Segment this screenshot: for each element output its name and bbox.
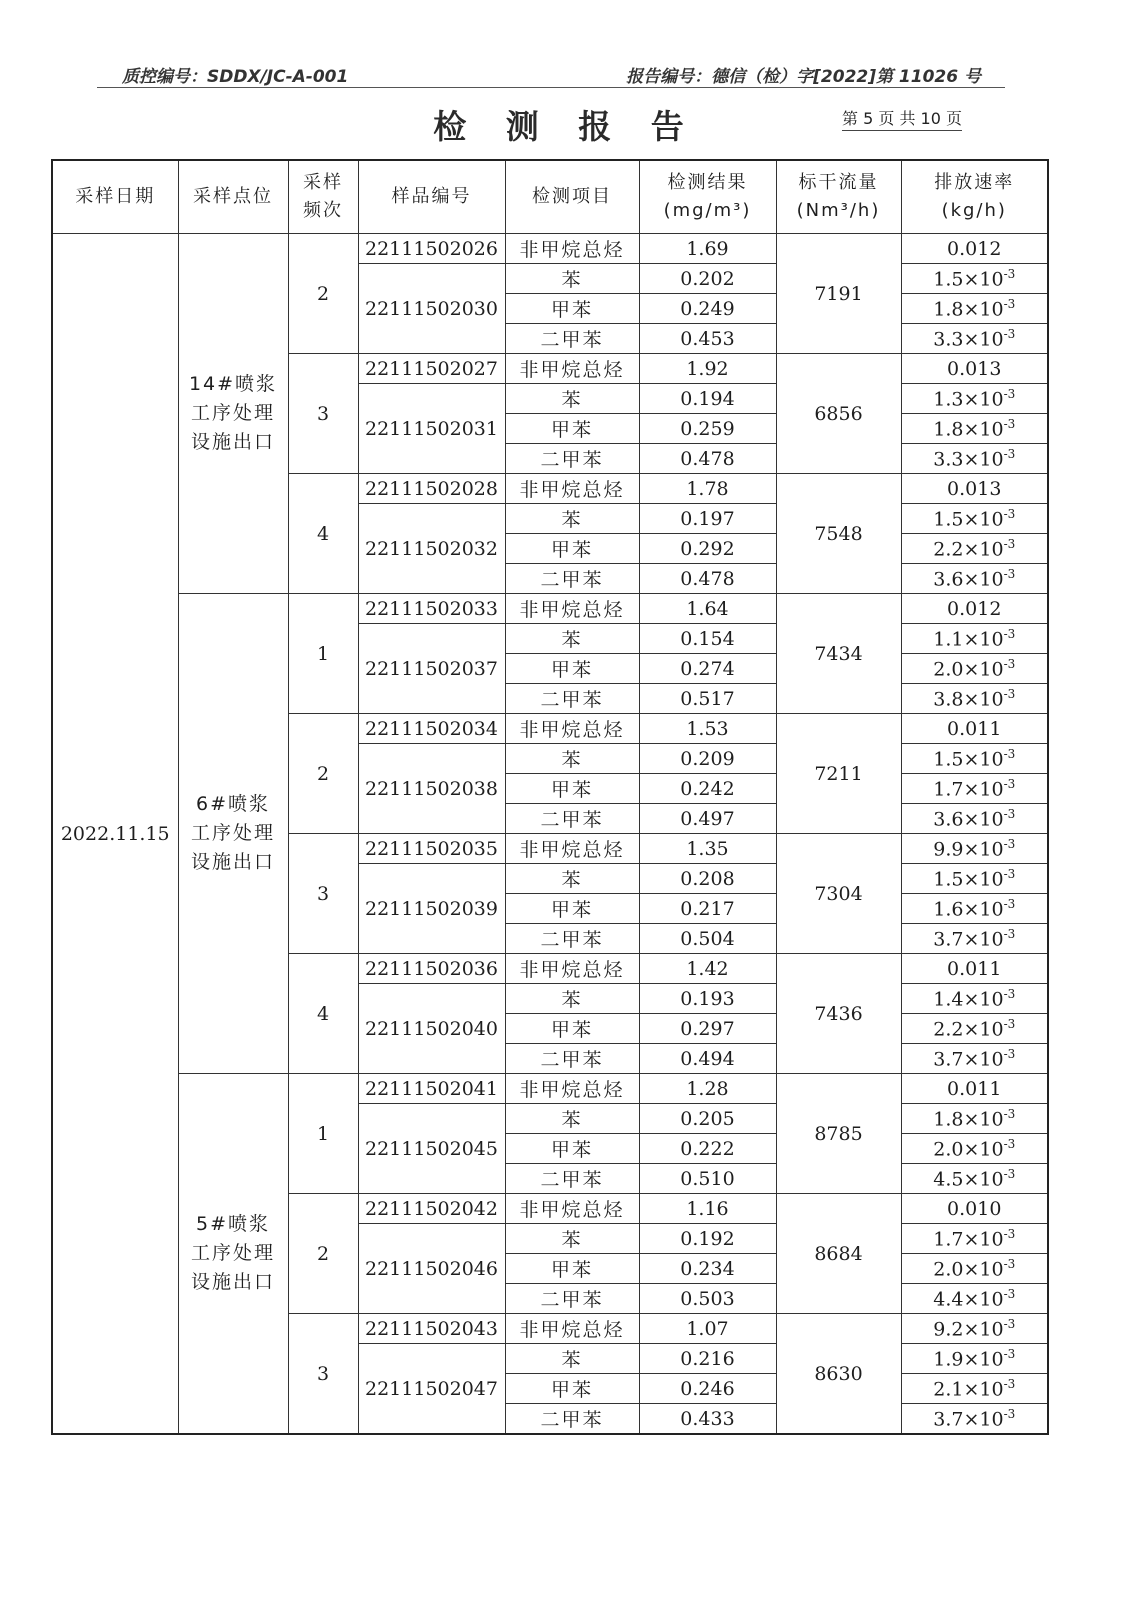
- sample-id: 22111502026: [358, 234, 505, 264]
- emission-rate: 0.013: [901, 354, 1048, 384]
- sample-id: 22111502040: [358, 984, 505, 1074]
- emission-rate: $3.6\times 10^{-3}$: [901, 804, 1048, 834]
- test-item: 二甲苯: [505, 684, 639, 714]
- test-result: 0.246: [639, 1374, 776, 1404]
- test-result: 0.249: [639, 294, 776, 324]
- test-item: 甲苯: [505, 1374, 639, 1404]
- sampling-frequency: 3: [288, 1314, 358, 1435]
- sample-id: 22111502035: [358, 834, 505, 864]
- emission-rate: $2.2\times 10^{-3}$: [901, 1014, 1048, 1044]
- test-result: 0.517: [639, 684, 776, 714]
- sample-id: 22111502032: [358, 504, 505, 594]
- test-result: 0.503: [639, 1284, 776, 1314]
- test-result: 0.208: [639, 864, 776, 894]
- test-result: 1.35: [639, 834, 776, 864]
- table-body: [52, 234, 1048, 1435]
- test-item: 苯: [505, 504, 639, 534]
- emission-rate: $9.2\times 10^{-3}$: [901, 1314, 1048, 1344]
- test-result: 0.242: [639, 774, 776, 804]
- test-result: 1.78: [639, 474, 776, 504]
- test-result: 0.209: [639, 744, 776, 774]
- test-result: 0.202: [639, 264, 776, 294]
- standard-flow: 6856: [776, 354, 901, 474]
- col-header: 采样 频次: [288, 160, 358, 234]
- test-item: 非甲烷总烃: [505, 1074, 639, 1104]
- sample-id: 22111502046: [358, 1224, 505, 1314]
- test-result: 0.504: [639, 924, 776, 954]
- sample-id: 22111502027: [358, 354, 505, 384]
- test-result: 0.433: [639, 1404, 776, 1435]
- emission-rate: $1.9\times 10^{-3}$: [901, 1344, 1048, 1374]
- emission-rate: $1.1\times 10^{-3}$: [901, 624, 1048, 654]
- sample-id: 22111502039: [358, 864, 505, 954]
- test-result: 0.197: [639, 504, 776, 534]
- emission-rate: $1.3\times 10^{-3}$: [901, 384, 1048, 414]
- test-item: 苯: [505, 264, 639, 294]
- emission-rate: $1.5\times 10^{-3}$: [901, 504, 1048, 534]
- test-result: 0.478: [639, 444, 776, 474]
- sample-id: 22111502043: [358, 1314, 505, 1344]
- qc-code: 质控编号：SDDX/JC-A-001: [122, 67, 349, 87]
- test-item: 甲苯: [505, 654, 639, 684]
- emission-rate: $1.7\times 10^{-3}$: [901, 1224, 1048, 1254]
- sample-id: 22111502045: [358, 1104, 505, 1194]
- sample-id: 22111502033: [358, 594, 505, 624]
- test-result: 0.274: [639, 654, 776, 684]
- standard-flow: 8785: [776, 1074, 901, 1194]
- test-result: 0.497: [639, 804, 776, 834]
- emission-rate: 0.012: [901, 594, 1048, 624]
- emission-rate: $2.1\times 10^{-3}$: [901, 1374, 1048, 1404]
- test-result: 1.16: [639, 1194, 776, 1224]
- standard-flow: 7548: [776, 474, 901, 594]
- test-item: 苯: [505, 864, 639, 894]
- sampling-location: 14#喷浆 工序处理 设施出口: [178, 234, 288, 594]
- test-result: 0.494: [639, 1044, 776, 1074]
- table-row: [52, 1074, 1048, 1104]
- test-result: 1.69: [639, 234, 776, 264]
- emission-rate: $1.4\times 10^{-3}$: [901, 984, 1048, 1014]
- test-result: 0.259: [639, 414, 776, 444]
- standard-flow: 8630: [776, 1314, 901, 1435]
- test-result: 0.297: [639, 1014, 776, 1044]
- test-item: 非甲烷总烃: [505, 234, 639, 264]
- emission-rate: $3.8\times 10^{-3}$: [901, 684, 1048, 714]
- col-header: 采样点位: [178, 160, 288, 234]
- test-result: 0.222: [639, 1134, 776, 1164]
- col-header: 标干流量 (Nm³/h): [776, 160, 901, 234]
- test-result: 0.217: [639, 894, 776, 924]
- col-header: 检测项目: [505, 160, 639, 234]
- test-item: 苯: [505, 744, 639, 774]
- test-item: 甲苯: [505, 1254, 639, 1284]
- emission-rate: 0.010: [901, 1194, 1048, 1224]
- sample-id: 22111502047: [358, 1344, 505, 1435]
- sample-id: 22111502028: [358, 474, 505, 504]
- sampling-frequency: 2: [288, 234, 358, 354]
- emission-rate: $4.4\times 10^{-3}$: [901, 1284, 1048, 1314]
- sampling-frequency: 4: [288, 474, 358, 594]
- test-result: 1.28: [639, 1074, 776, 1104]
- test-item: 苯: [505, 1344, 639, 1374]
- table-header-row: [52, 160, 1048, 234]
- emission-rate: $3.6\times 10^{-3}$: [901, 564, 1048, 594]
- results-table: [51, 159, 1049, 1435]
- sampling-frequency: 1: [288, 1074, 358, 1194]
- table-row: [52, 234, 1048, 264]
- test-item: 非甲烷总烃: [505, 594, 639, 624]
- test-result: 1.92: [639, 354, 776, 384]
- standard-flow: 7304: [776, 834, 901, 954]
- test-result: 0.205: [639, 1104, 776, 1134]
- sampling-frequency: 2: [288, 714, 358, 834]
- test-item: 二甲苯: [505, 444, 639, 474]
- standard-flow: 7211: [776, 714, 901, 834]
- sample-id: 22111502034: [358, 714, 505, 744]
- emission-rate: $1.5\times 10^{-3}$: [901, 744, 1048, 774]
- standard-flow: 8684: [776, 1194, 901, 1314]
- test-item: 甲苯: [505, 414, 639, 444]
- test-item: 非甲烷总烃: [505, 954, 639, 984]
- emission-rate: $3.7\times 10^{-3}$: [901, 1404, 1048, 1435]
- sampling-date: 2022.11.15: [52, 234, 178, 1435]
- emission-rate: $3.7\times 10^{-3}$: [901, 924, 1048, 954]
- test-item: 甲苯: [505, 294, 639, 324]
- emission-rate: $2.0\times 10^{-3}$: [901, 1134, 1048, 1164]
- test-result: 1.07: [639, 1314, 776, 1344]
- emission-rate: $4.5\times 10^{-3}$: [901, 1164, 1048, 1194]
- test-result: 0.192: [639, 1224, 776, 1254]
- test-item: 二甲苯: [505, 1404, 639, 1435]
- emission-rate: $1.6\times 10^{-3}$: [901, 894, 1048, 924]
- emission-rate: $1.5\times 10^{-3}$: [901, 264, 1048, 294]
- test-item: 非甲烷总烃: [505, 714, 639, 744]
- test-item: 苯: [505, 624, 639, 654]
- col-header: 排放速率 (kg/h): [901, 160, 1048, 234]
- sampling-frequency: 3: [288, 834, 358, 954]
- sampling-frequency: 3: [288, 354, 358, 474]
- sampling-frequency: 1: [288, 594, 358, 714]
- emission-rate: 0.011: [901, 1074, 1048, 1104]
- test-item: 二甲苯: [505, 924, 639, 954]
- test-item: 甲苯: [505, 774, 639, 804]
- report-title: 检 测 报 告: [433, 107, 698, 146]
- test-item: 二甲苯: [505, 564, 639, 594]
- test-result: 1.42: [639, 954, 776, 984]
- standard-flow: 7191: [776, 234, 901, 354]
- emission-rate: $1.8\times 10^{-3}$: [901, 294, 1048, 324]
- test-item: 二甲苯: [505, 1164, 639, 1194]
- test-item: 二甲苯: [505, 324, 639, 354]
- emission-rate: 0.012: [901, 234, 1048, 264]
- sampling-frequency: 4: [288, 954, 358, 1074]
- emission-rate: $1.5\times 10^{-3}$: [901, 864, 1048, 894]
- emission-rate: $1.7\times 10^{-3}$: [901, 774, 1048, 804]
- test-item: 甲苯: [505, 894, 639, 924]
- emission-rate: $1.8\times 10^{-3}$: [901, 414, 1048, 444]
- test-item: 苯: [505, 384, 639, 414]
- col-header: 样品编号: [358, 160, 505, 234]
- test-result: 0.478: [639, 564, 776, 594]
- report-code: 报告编号：德信（检）字[2022]第 11026 号: [626, 67, 981, 87]
- emission-rate: $3.7\times 10^{-3}$: [901, 1044, 1048, 1074]
- emission-rate: $3.3\times 10^{-3}$: [901, 444, 1048, 474]
- col-header: 检测结果 (mg/m³): [639, 160, 776, 234]
- emission-rate: $1.8\times 10^{-3}$: [901, 1104, 1048, 1134]
- test-item: 二甲苯: [505, 1284, 639, 1314]
- standard-flow: 7436: [776, 954, 901, 1074]
- test-result: 0.194: [639, 384, 776, 414]
- emission-rate: 0.011: [901, 714, 1048, 744]
- sample-id: 22111502030: [358, 264, 505, 354]
- test-item: 二甲苯: [505, 804, 639, 834]
- test-result: 1.64: [639, 594, 776, 624]
- test-result: 0.154: [639, 624, 776, 654]
- test-item: 甲苯: [505, 1134, 639, 1164]
- sampling-location: 6#喷浆 工序处理 设施出口: [178, 594, 288, 1074]
- sample-id: 22111502037: [358, 624, 505, 714]
- emission-rate: $9.9\times 10^{-3}$: [901, 834, 1048, 864]
- test-result: 0.453: [639, 324, 776, 354]
- emission-rate: $2.0\times 10^{-3}$: [901, 654, 1048, 684]
- emission-rate: $3.3\times 10^{-3}$: [901, 324, 1048, 354]
- emission-rate: $2.2\times 10^{-3}$: [901, 534, 1048, 564]
- header-divider: [97, 87, 1005, 88]
- test-item: 非甲烷总烃: [505, 354, 639, 384]
- emission-rate: 0.013: [901, 474, 1048, 504]
- test-result: 0.292: [639, 534, 776, 564]
- test-result: 1.53: [639, 714, 776, 744]
- test-item: 甲苯: [505, 534, 639, 564]
- test-result: 0.234: [639, 1254, 776, 1284]
- col-header: 采样日期: [52, 160, 178, 234]
- test-item: 苯: [505, 1224, 639, 1254]
- sample-id: 22111502041: [358, 1074, 505, 1104]
- test-item: 非甲烷总烃: [505, 1194, 639, 1224]
- test-result: 0.216: [639, 1344, 776, 1374]
- sample-id: 22111502031: [358, 384, 505, 474]
- table-row: [52, 594, 1048, 624]
- page-info: 第 5 页 共 10 页: [842, 106, 962, 131]
- sample-id: 22111502036: [358, 954, 505, 984]
- test-item: 苯: [505, 1104, 639, 1134]
- test-item: 甲苯: [505, 1014, 639, 1044]
- sampling-frequency: 2: [288, 1194, 358, 1314]
- test-result: 0.510: [639, 1164, 776, 1194]
- test-item: 非甲烷总烃: [505, 474, 639, 504]
- sample-id: 22111502042: [358, 1194, 505, 1224]
- sample-id: 22111502038: [358, 744, 505, 834]
- emission-rate: 0.011: [901, 954, 1048, 984]
- sampling-location: 5#喷浆 工序处理 设施出口: [178, 1074, 288, 1435]
- test-item: 非甲烷总烃: [505, 834, 639, 864]
- standard-flow: 7434: [776, 594, 901, 714]
- test-result: 0.193: [639, 984, 776, 1014]
- emission-rate: $2.0\times 10^{-3}$: [901, 1254, 1048, 1284]
- test-item: 苯: [505, 984, 639, 1014]
- test-item: 二甲苯: [505, 1044, 639, 1074]
- test-item: 非甲烷总烃: [505, 1314, 639, 1344]
